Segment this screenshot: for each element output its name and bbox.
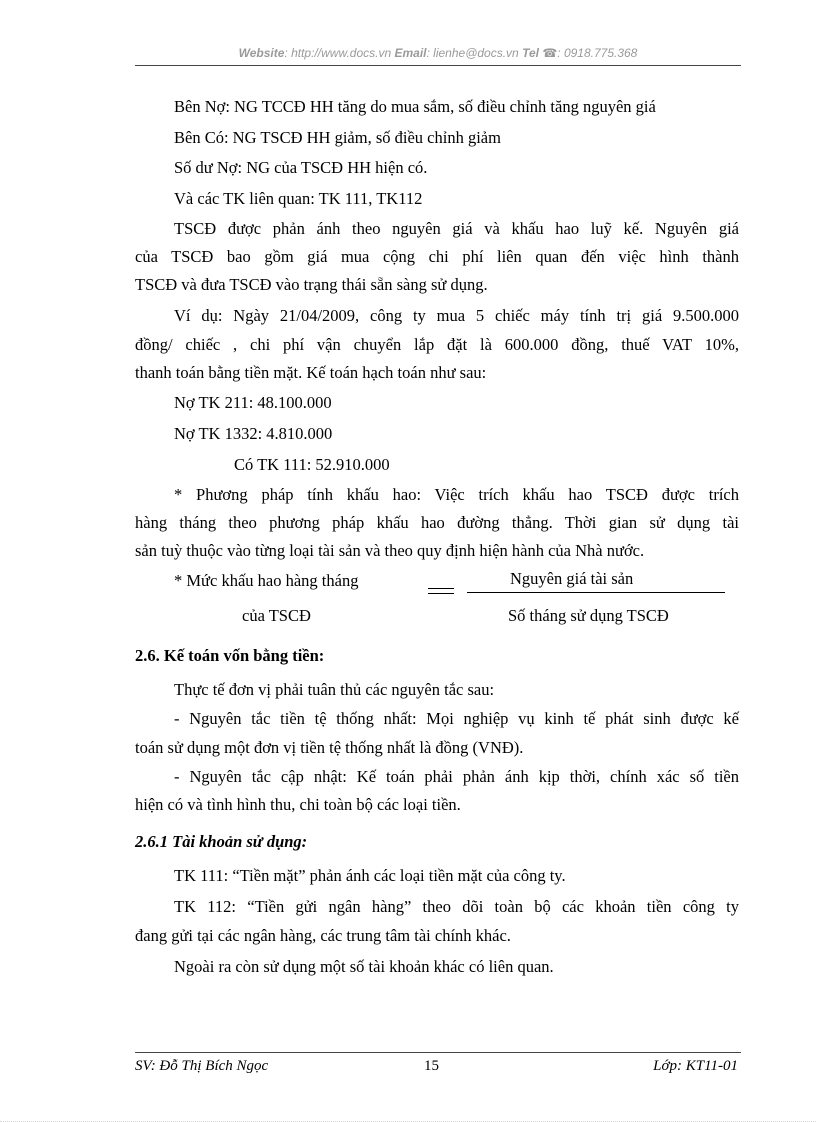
footer-rule: [135, 1052, 741, 1053]
paragraph-line: sản tuỳ thuộc vào từng loại tài sản và theo quy định hiện hành của Nhà nước.: [135, 541, 645, 560]
paragraph-line: TK 111: “Tiền mặt” phản ánh các loại tiền mặt của công ty.: [174, 866, 566, 885]
paragraph-line: - Nguyên tắc cập nhật: Kế toán phải phản ánh kịp thời, chính xác số tiền: [174, 767, 739, 786]
formula-denominator: Số tháng sử dụng TSCĐ: [508, 606, 669, 625]
paragraph-line: Ví dụ: Ngày 21/04/2009, công ty mua 5 chiếc máy tính trị giá 9.500.000: [174, 306, 739, 325]
paragraph-line: TSCĐ được phản ánh theo nguyên giá và khấu hao luỹ kế. Nguyên giá: [174, 219, 739, 238]
section-heading: 2.6. Kế toán vốn bằng tiền:: [135, 646, 325, 665]
paragraph-line: của TSCĐ bao gồm giá mua cộng chi phí liên quan đến việc hình thành: [135, 247, 739, 266]
website-value[interactable]: : http://www.docs.vn: [284, 46, 392, 60]
header-rule: [135, 65, 741, 66]
subsection-heading: 2.6.1 Tài khoản sử dụng:: [135, 832, 308, 851]
telephone-icon: ☎: [542, 46, 558, 60]
fraction-bar: [467, 592, 725, 593]
equals-sign: [428, 588, 454, 594]
website-label: Website: [238, 46, 285, 60]
formula-label: * Mức khấu hao hàng tháng: [174, 571, 359, 590]
footer-class: Lớp: KT11-01: [653, 1058, 738, 1074]
email-value[interactable]: : lienhe@docs.vn: [426, 46, 519, 60]
footer-student: SV: Đỗ Thị Bích Ngọc: [135, 1058, 269, 1074]
paragraph-line: Bên Nợ: NG TCCĐ HH tăng do mua sắm, số điều chỉnh tăng nguyên giá: [174, 97, 656, 116]
formula-numerator: Nguyên giá tài sản: [510, 569, 634, 588]
paragraph-line: toán sử dụng một đơn vị tiền tệ thống nhất là đồng (VNĐ).: [135, 738, 524, 757]
paragraph-line: Thực tế đơn vị phải tuân thủ các nguyên tắc sau:: [174, 680, 495, 699]
tel-label: Tel: [522, 46, 539, 60]
journal-entry: Nợ TK 211: 48.100.000: [174, 393, 332, 412]
paragraph-line: đồng/ chiếc , chi phí vận chuyển lắp đặt là 600.000 đồng, thuế VAT 10%,: [135, 335, 739, 354]
paragraph-line: Số dư Nợ: NG của TSCĐ HH hiện có.: [174, 158, 428, 177]
paragraph-line: hàng tháng theo phương pháp khấu hao đường thẳng. Thời gian sử dụng tài: [135, 513, 739, 532]
paragraph-line: Và các TK liên quan: TK 111, TK112: [174, 189, 423, 208]
journal-entry: Có TK 111: 52.910.000: [234, 455, 390, 474]
paragraph-line: TK 112: “Tiền gửi ngân hàng” theo dõi toàn bộ các khoản tiền công ty: [174, 897, 739, 916]
paragraph-line: - Nguyên tắc tiền tệ thống nhất: Mọi nghiệp vụ kinh tế phát sinh được kế: [174, 709, 739, 728]
tel-value: : 0918.775.368: [557, 46, 638, 60]
email-label: Email: [394, 46, 427, 60]
paragraph-line: hiện có và tình hình thu, chi toàn bộ các loại tiền.: [135, 795, 461, 814]
paragraph-line: Ngoài ra còn sử dụng một số tài khoản khác có liên quan.: [174, 957, 554, 976]
journal-entry: Nợ TK 1332: 4.810.000: [174, 424, 333, 443]
paragraph-line: TSCĐ và đưa TSCĐ vào trạng thái sẵn sàng sử dụng.: [135, 275, 488, 294]
paragraph-line: Bên Có: NG TSCĐ HH giảm, số điều chỉnh giảm: [174, 128, 501, 147]
formula-label: của TSCĐ: [242, 606, 311, 625]
paragraph-line: * Phương pháp tính khấu hao: Việc trích khấu hao TSCĐ được trích: [174, 485, 739, 504]
paragraph-line: thanh toán bằng tiền mặt. Kế toán hạch toán như sau:: [135, 363, 487, 382]
page-number: 15: [424, 1058, 439, 1074]
page-header: [135, 46, 741, 60]
page-edge: [0, 1121, 816, 1122]
paragraph-line: đang gửi tại các ngân hàng, các trung tâm tài chính khác.: [135, 926, 511, 945]
